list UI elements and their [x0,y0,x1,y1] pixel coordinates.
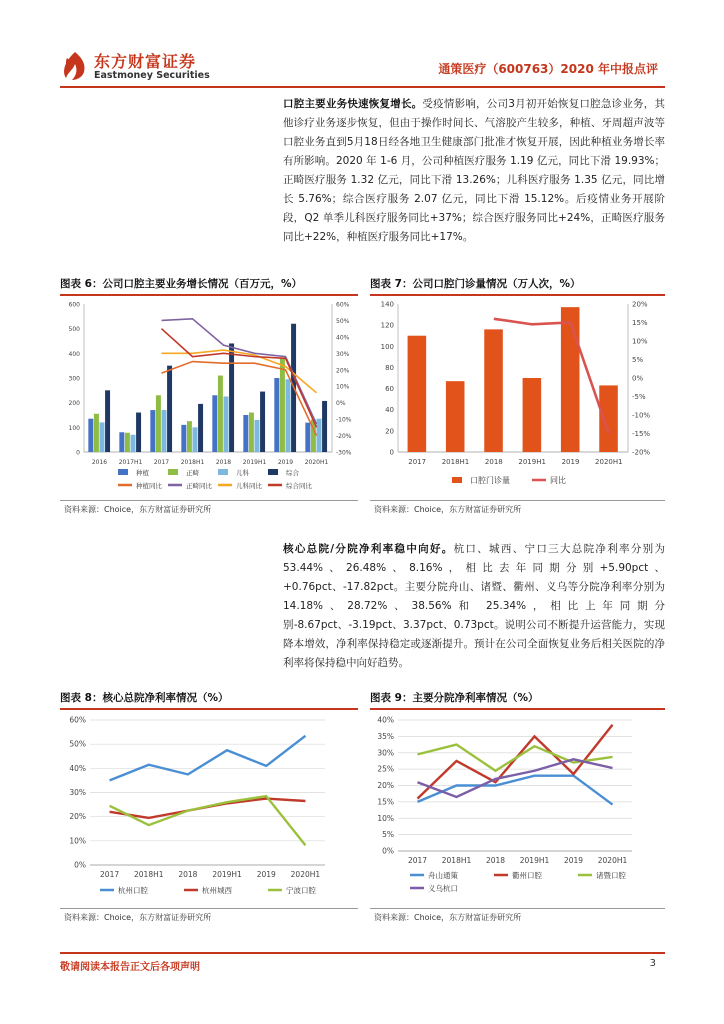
bar [131,435,136,452]
bar [105,390,110,452]
y-tick-label: 200 [68,400,80,408]
y-tick-label: 20% [377,781,394,790]
y2-tick-label: -20% [336,433,352,441]
x-tick-label: 2019H1 [212,870,242,879]
y-tick-label: 400 [68,350,80,358]
bar [162,410,167,452]
y-tick-label: 10% [69,836,86,846]
bar [484,329,503,452]
x-tick-label: 2019 [561,458,580,466]
y2-tick-label: -20% [632,448,651,457]
y-tick-label: 20 [385,427,394,436]
paragraph-net-margin [283,540,665,673]
chart9-branch-hospital-margin [370,711,665,904]
legend-label: 杭州城西 [202,886,232,895]
x-tick-label: 2018H1 [441,856,472,865]
y-tick-label: 20% [69,812,86,822]
legend-label: 正畸同比 [186,482,212,490]
chart7-source-rule [370,500,665,501]
y2-tick-label: -5% [632,393,646,401]
series-line [418,759,613,797]
chart6-business-growth [60,297,358,495]
bar [125,433,130,452]
x-tick-label: 2018H1 [180,459,205,466]
header-divider [60,86,665,88]
legend-swatch [218,469,228,475]
report-title: 通策医疗（600763）2020 年中报点评 [438,62,658,76]
y-tick-label: 140 [380,300,394,309]
paragraph-lead: 核心总院/分院净利率稳中向好。 [283,543,454,555]
bar [322,401,327,452]
x-tick-label: 2018 [215,459,232,466]
chart7-title-rule [370,294,665,296]
legend-label: 衢州口腔 [512,871,542,880]
bar [408,336,427,452]
y2-tick-label: 40% [336,334,350,342]
legend-label: 综合同比 [286,482,312,490]
chart6-source-rule [60,500,358,501]
y2-tick-label: 20% [336,367,350,375]
x-tick-label: 2017 [100,870,120,879]
y2-tick-label: -10% [632,411,651,420]
chart9-title: 图表 9：主要分院净利率情况（%） [370,692,539,704]
legend-label: 宁波口腔 [286,886,316,895]
brand-name-en: Eastmoney Securities [94,70,210,81]
x-tick-label: 2018H1 [134,870,164,879]
x-tick-label: 2020H1 [597,856,628,865]
y-tick-label: 100 [68,424,80,432]
y-tick-label: 5% [382,830,394,840]
y-tick-label: 0 [76,449,80,457]
x-tick-label: 2016 [91,459,108,466]
y-tick-label: 100 [380,342,394,351]
legend-label: 舟山通策 [428,871,458,880]
bar [229,343,234,452]
legend-label: 杭州口腔 [118,886,148,895]
x-tick-label: 2017 [153,459,170,466]
y-tick-label: 80 [385,363,394,372]
bar [150,410,155,452]
y2-tick-label: 30% [336,350,350,358]
series-line [418,776,613,805]
legend-swatch [118,469,128,475]
paragraph-business-recovery [283,95,665,247]
bar [136,413,141,452]
y2-tick-label: 10% [336,383,350,391]
footer-divider [60,952,665,954]
chart7-source: 资料来源：Choice，东方财富证券研究所 [374,505,522,514]
y2-tick-label: -15% [632,430,651,438]
bar [100,422,105,452]
bar [243,415,248,452]
bar [286,379,291,452]
bar [181,425,186,452]
page-number: 3 [649,958,656,969]
paragraph-body: 杭口、城西、宁口三大总院净利率分别为 53.44%、26.48%、8.16%，相比去年同期分别+5.90pct、+0.76pct、-17.82pct。主要分院舟山、诸暨、衢州、义乌等分院净利率分别为 14.18%、28.72%、38.56%和 25.34%，相比上年同期分别-8.67pct、-3.19pct、3.37pct、0.73pct。说明公司不断提升运营能力，实现降本增效，净利率保持稳定或逐渐提升。预计在公司全面恢复业务后相关医院的净利率将保持稳中向好趋势。 [283,543,666,669]
x-tick-label: 2018H1 [441,458,470,466]
chart7-outpatient-volume [370,297,665,495]
bar [249,413,254,452]
legend-label: 正畸 [186,469,199,477]
bar [224,397,229,453]
x-tick-label: 2017H1 [118,459,143,466]
legend-label: 同比 [550,476,566,485]
y2-tick-label: 0% [336,400,346,408]
x-tick-label: 2017 [407,856,428,865]
paragraph-lead: 口腔主要业务快速恢复增长。 [283,98,423,110]
bar [274,378,279,452]
brand-logo-icon [60,50,90,82]
bar [94,414,99,452]
bar [218,376,223,452]
y-tick-label: 35% [377,731,394,741]
y2-tick-label: 20% [632,300,648,309]
chart6-source: 资料来源：Choice，东方财富证券研究所 [64,505,212,514]
y-tick-label: 30% [69,788,86,797]
x-tick-label: 2019 [256,870,276,879]
legend-swatch [268,469,278,475]
legend-swatch [452,477,462,483]
chart8-source: 资料来源：Choice，东方财富证券研究所 [64,913,212,922]
y2-tick-label: 10% [632,337,648,346]
x-tick-label: 2019H1 [518,458,546,466]
series-line [418,745,613,771]
chart9-title-rule [370,708,665,710]
x-tick-label: 2019 [277,459,294,466]
y-tick-label: 40 [385,406,394,415]
series-line [110,736,306,781]
x-tick-label: 2018 [484,458,503,466]
paragraph-body: 受疫情影响，公司3月初开始恢复口腔急诊业务，其他诊疗业务逐步恢复，但由于操作时间长、气溶胶产生较多，种植、牙周超声波等口腔业务直到5月18日经各地卫生健康部门批准才恢复开展，因此种植业务增长率有所影响。2020 年 1-6 月，公司种植医疗服务 1.19 亿元，同比下滑 19.93%；正畸医疗服务 1.32 亿元，同比下滑 13.26%；儿科医疗服务 1.35 亿元，同比增长 5.76%；综合医疗服务 2.07 亿元，同比下滑 15.12%。后疫情业务开展阶段，Q2 单季儿科医疗服务同比+37%；综合医疗服务同比+24%，正畸医疗服务同比+22%，种植医疗服务同比+17%。 [283,98,665,243]
chart9-source: 资料来源：Choice，东方财富证券研究所 [374,913,522,922]
x-tick-label: 2017 [408,458,427,466]
x-tick-label: 2019H1 [519,856,550,865]
footer-disclaimer: 敬请阅读本报告正文后各项声明 [60,962,200,973]
y-tick-label: 500 [68,326,80,334]
y-tick-label: 15% [377,797,394,807]
bar [317,419,322,452]
legend-swatch [168,469,178,475]
bar [260,392,265,452]
y2-tick-label: 50% [336,317,350,325]
legend-label: 种植同比 [136,482,162,490]
bar [119,432,124,452]
bar [167,366,172,452]
series-line [494,319,609,434]
x-tick-label: 2020H1 [304,459,329,466]
y-tick-label: 0% [382,846,394,856]
bar [88,419,93,452]
legend-label: 义乌杭口 [428,884,458,893]
x-tick-label: 2019H1 [242,459,267,466]
y2-tick-label: 60% [336,301,350,309]
legend-label: 综合 [286,469,299,477]
y-tick-label: 40% [69,763,86,773]
legend-label: 诸暨口腔 [596,871,626,880]
y-tick-label: 30% [377,748,394,758]
y-tick-label: 0 [389,448,394,457]
y-tick-label: 60% [69,715,86,725]
x-tick-label: 2020H1 [290,870,321,879]
x-tick-label: 2018 [178,870,198,879]
chart8-title: 图表 8：核心总院净利率情况（%） [60,692,229,704]
y-tick-label: 50% [69,739,86,749]
x-tick-label: 2019 [563,856,584,865]
x-tick-label: 2020H1 [595,458,623,466]
bar [280,358,285,452]
y2-tick-label: -10% [336,416,352,424]
y-tick-label: 600 [68,301,80,309]
bar [156,395,161,452]
y-tick-label: 10% [377,813,394,823]
y-tick-label: 0% [74,860,86,870]
bar [187,421,192,452]
series-line [110,796,306,845]
y-tick-label: 60 [385,385,394,394]
bar [212,395,217,452]
y2-tick-label: 15% [632,319,648,327]
legend-label: 种植 [136,469,149,477]
bar [305,423,310,452]
y2-tick-label: -30% [336,449,352,457]
chart8-core-hospital-margin [60,711,358,904]
chart6-title-rule [60,294,358,296]
bar [446,381,465,452]
y2-tick-label: 5% [632,356,644,364]
chart8-title-rule [60,708,358,710]
y-tick-label: 120 [380,321,394,330]
bar [255,420,260,452]
legend-label: 儿科 [236,469,249,477]
x-tick-label: 2018 [485,856,506,865]
bar [561,307,580,452]
chart9-source-rule [370,908,665,909]
y-tick-label: 25% [377,764,394,774]
legend-label: 儿科同比 [236,482,262,490]
y-tick-label: 300 [68,375,80,383]
brand-name-cn: 东方财富证券 [94,52,197,71]
bar [198,404,203,452]
bar [599,385,618,452]
chart8-source-rule [60,908,358,909]
chart6-title: 图表 6：公司口腔主要业务增长情况（百万元，%） [60,278,302,290]
y-tick-label: 40% [377,715,394,725]
legend-label: 口腔门诊量 [470,476,510,485]
y2-tick-label: 0% [632,374,644,383]
bar [523,378,542,452]
chart7-title: 图表 7：公司口腔门诊量情况（万人次，%） [370,278,581,290]
bar [193,427,198,452]
